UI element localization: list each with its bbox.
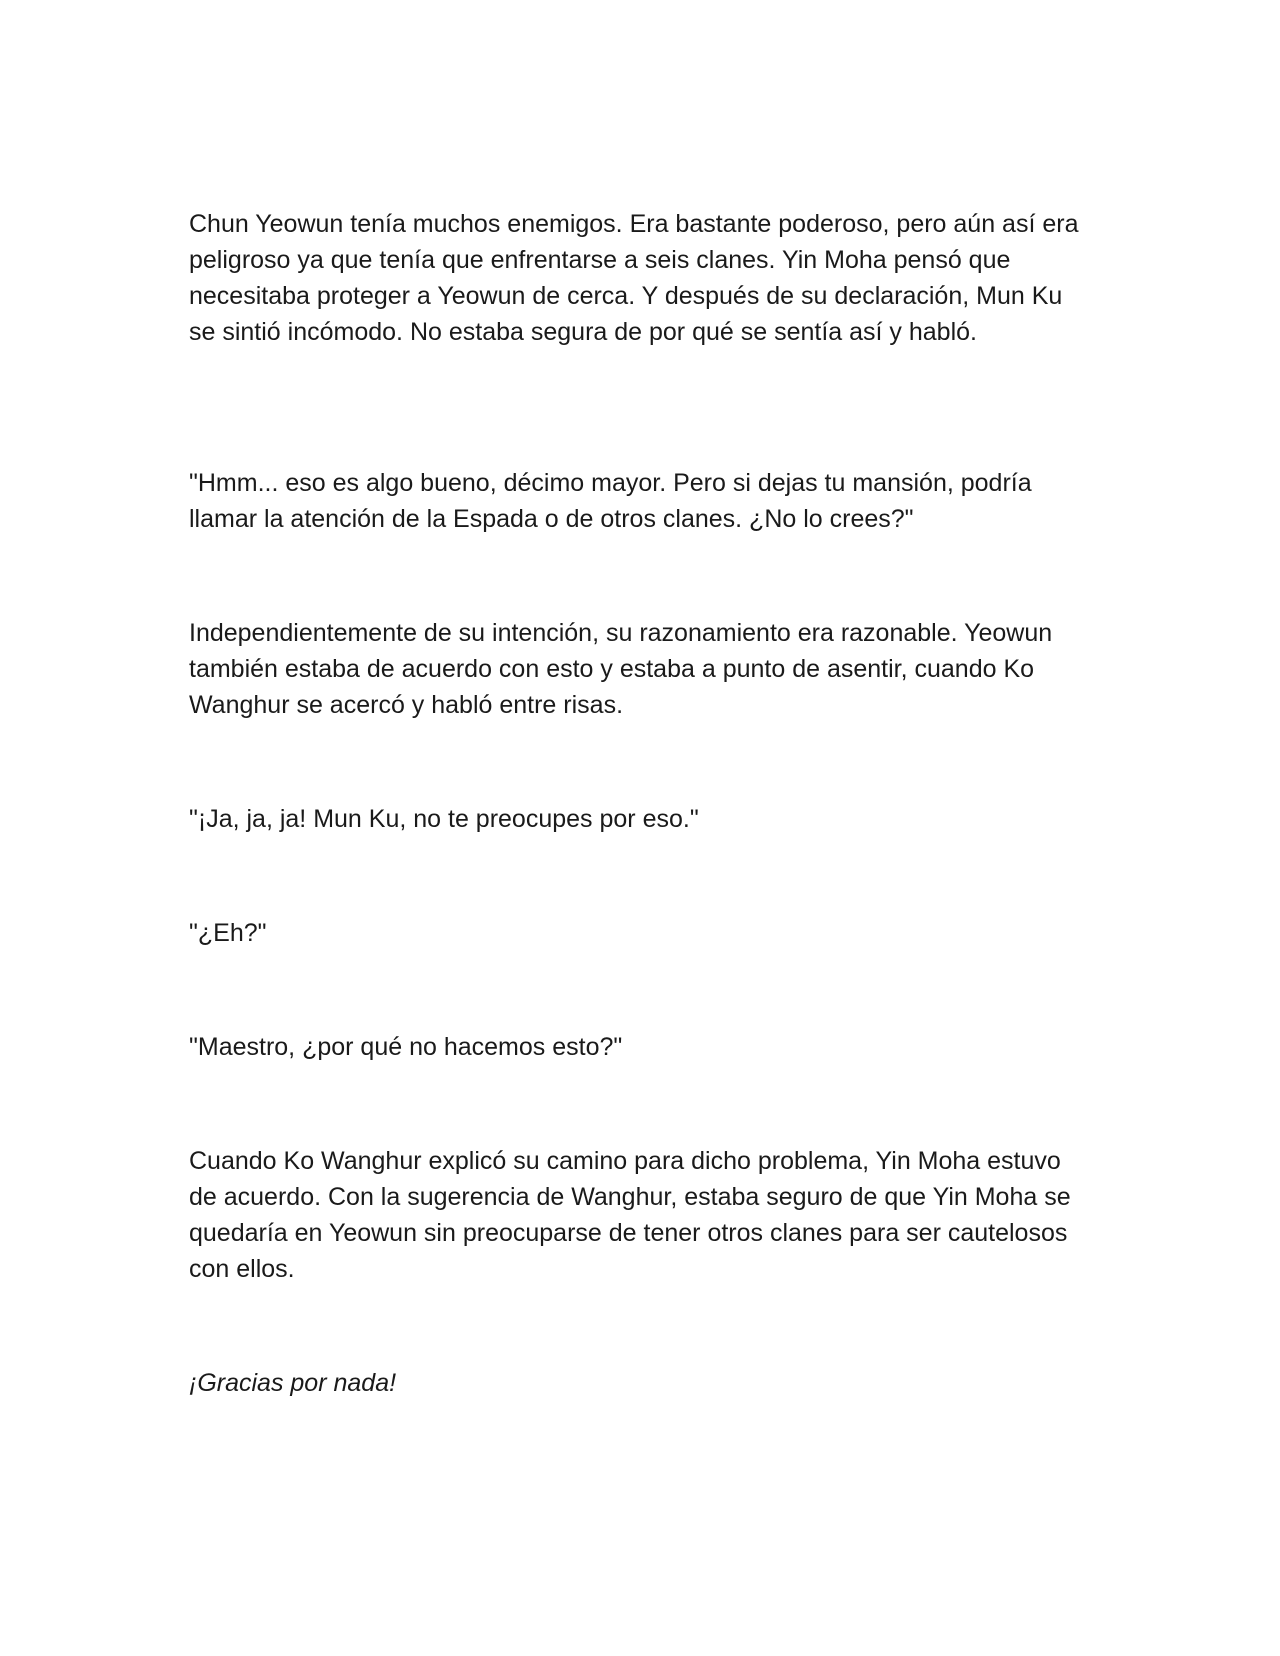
paragraph-dialogue-4: "Maestro, ¿por qué no hacemos esto?" [189,1033,623,1061]
paragraph-dialogue-1: "Hmm... eso es algo bueno, décimo mayor. Pero si dejas tu mansión, podría llamar la atención de la Espada o de otros clanes. ¿No lo crees?" [189,469,1032,533]
paragraph-narration-1: Chun Yeowun tenía muchos enemigos. Era bastante poderoso, pero aún así era peligroso ya que tenía que enfrentarse a seis clanes. Yin Moha pensó que necesitaba proteger a Yeowun de cerca. Y después de su declaración, Mun Ku se sintió incómodo. No estaba segura de por qué se sentía así y habló. [189,210,1079,346]
closing-note: ¡Gracias por nada! [189,1369,397,1397]
paragraph-narration-2: Independientemente de su intención, su razonamiento era razonable. Yeowun también estaba de acuerdo con esto y estaba a punto de asentir, cuando Ko Wanghur se acercó y habló entre risas. [189,619,1053,719]
paragraph-narration-3: Cuando Ko Wanghur explicó su camino para dicho problema, Yin Moha estuvo de acuerdo. Con la sugerencia de Wanghur, estaba seguro de que Yin Moha se quedaría en Yeowun sin preocuparse de tener otros clanes para ser cautelosos con ellos. [189,1147,1071,1283]
paragraph-dialogue-2: "¡Ja, ja, ja! Mun Ku, no te preocupes por eso." [189,805,699,833]
paragraph-dialogue-3: "¿Eh?" [189,919,267,947]
